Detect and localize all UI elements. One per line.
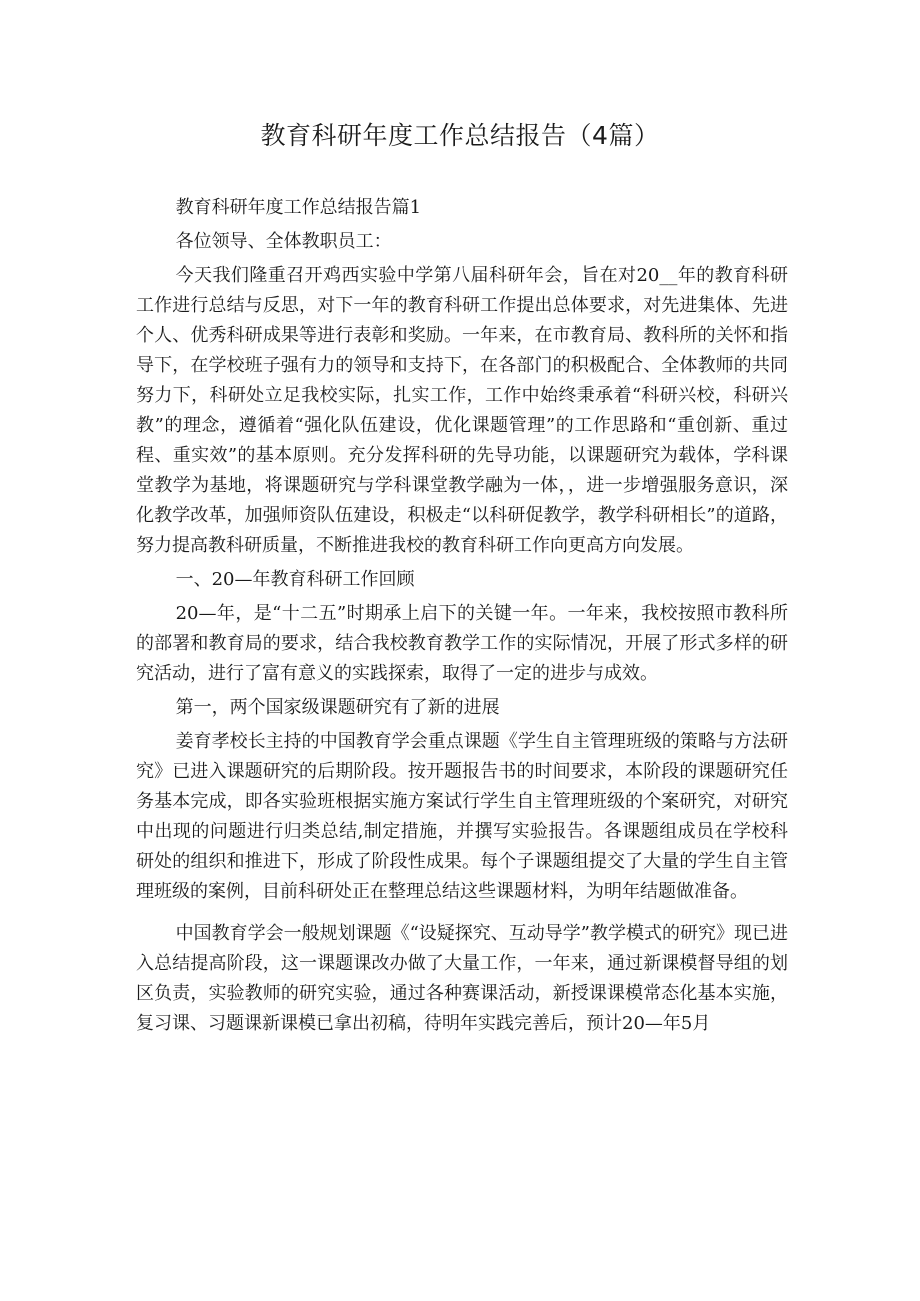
heading-national-projects: 第一，两个国家级课题研究有了新的进展 [175,697,500,718]
document-title: 教育科研年度工作总结报告（4篇） [260,121,660,150]
paragraph-project-2: 中国教育学会一般规划课题《“设疑探究、互动导学”教学模式的研究》现已进入总结提高阶段，这一课题课改办做了大量工作，一年来，通过新课模督导组的划区负责，实验教师的研究实验，通过各种赛课活动，新授课课模常态化基本实施，复习课、习题课新课模已拿出初稿，待明年实践完善后，预计20—年5月 [136,923,788,1034]
greeting-line: 各位领导、全体教职员工： [175,231,392,252]
document-body [136,193,788,1039]
paragraph-review: 20—年，是“十二五”时期承上启下的关键一年。一年来，我校按照市教科所的部署和教育局的要求，结合我校教育教学工作的实际情况，开展了形式多样的研究活动，进行了富有意义的实践探索，取得了一定的进步与成效。 [136,603,788,684]
paragraph-intro: 今天我们隆重召开鸡西实验中学第八届科研年会，旨在对20__年的教育科研工作进行总结与反思，对下一年的教育科研工作提出总体要求，对先进集体、先进个人、优秀科研成果等进行表彰和奖励。一年来，在市教育局、教科所的关怀和指导下，在学校班子强有力的领导和支持下，在各部门的积极配合、全体教师的共同努力下，科研处立足我校实际，扎实工作，工作中始终秉承着“科研兴校，科研兴教”的理念，遵循着“强化队伍建设，优化课题管理”的工作思路和“重创新、重过程、重实效”的基本原则。充分发挥科研的先导功能，以课题研究为载体，学科课堂教学为基地，将课题研究与学科课堂教学融为一体，，进一步增强服务意识，深化教学改革，加强师资队伍建设，积极走“以科研促教学，教学科研相长”的道路，努力提高教科研质量，不断推进我校的教育科研工作向更高方向发展。 [136,265,788,556]
paragraph-project-1: 姜育孝校长主持的中国教育学会重点课题《学生自主管理班级的策略与方法研究》已进入课题研究的后期阶段。按开题报告书的时间要求，本阶段的课题研究任务基本完成，即各实验班根据实施方案试行学生自主管理班级的个案研究，对研究中出现的问题进行归类总结,制定措施，并撰写实验报告。各课题组成员在学校科研处的组织和推进下，形成了阶段性成果。每个子课题组提交了大量的学生自主管理班级的案例，目前科研处正在整理总结这些课题材料，为明年结题做准备。 [136,731,788,902]
heading-review: 一、20—年教育科研工作回顾 [175,569,415,590]
section-title: 教育科研年度工作总结报告篇1 [175,197,422,218]
